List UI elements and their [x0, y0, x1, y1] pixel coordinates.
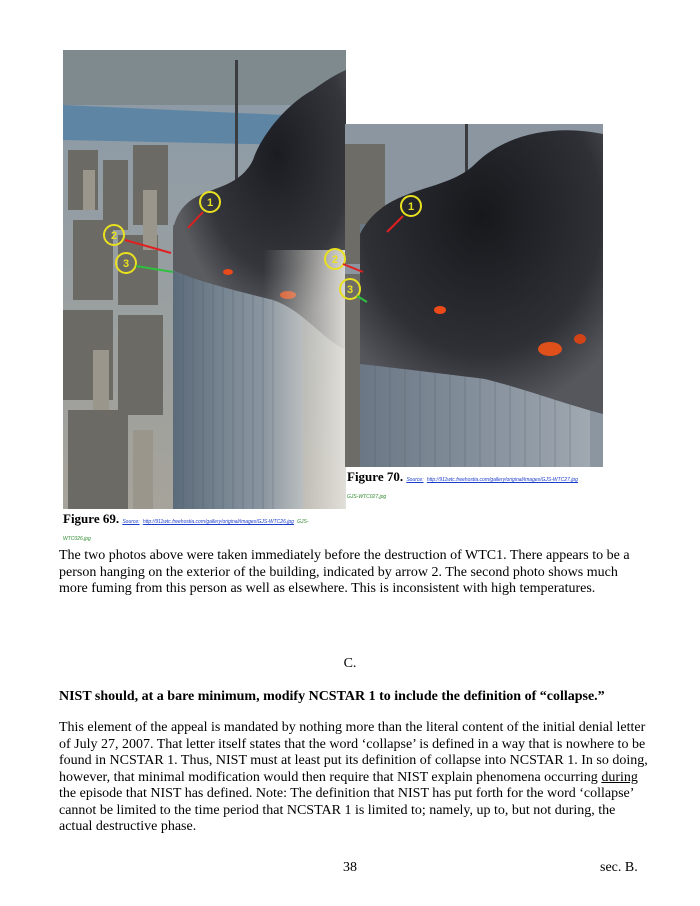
figure-70-caption [347, 470, 607, 504]
marker-3: 3 [122, 258, 130, 270]
marker-3: 3 [346, 284, 354, 296]
figure-70-label: Figure 70. [347, 469, 404, 484]
figure-69-source-label[interactable]: Source: [122, 519, 140, 525]
marker-1: 1 [407, 201, 415, 213]
section-reference: sec. B. [600, 860, 638, 875]
figure-69-source-link[interactable]: http://911wtc.freehostia.com/gallery/original/images/GJS-WTC26.jpg [142, 519, 294, 525]
paragraph-collapse-underlined: during [601, 769, 638, 785]
paragraph-collapse-part2: the episode that NIST has defined. Note: The definition that NIST has put forth for the word ‘collapse’ cannot be limited to the time period that NCSTAR 1 is limited to; namely, up to, but not during, the actual destructive phase. [59, 786, 634, 834]
figure-69-label: Figure 69. [63, 511, 120, 526]
marker-2: 2 [110, 230, 118, 242]
figure-70-source-file: GJS-WTC027.jpg [347, 494, 387, 500]
figure-69-caption [63, 512, 353, 546]
section-heading: NIST should, at a bare minimum, modify NCSTAR 1 to include the definition of “collapse.” [59, 689, 605, 704]
paragraph-photos: The two photos above were taken immediately before the destruction of WTC1. There appears to be a person hanging on the exterior of the building, indicated by arrow 2. The second photo shows much more fuming from this person as well as elsewhere. This is inconsistent with high temperatures. [59, 548, 630, 596]
marker-2: 2 [331, 254, 339, 266]
figure-69-photo [63, 50, 346, 509]
figure-69-source-extra: GJS- [297, 519, 309, 525]
paragraph-collapse-part1: This element of the appeal is mandated by nothing more than the literal content of the initial denial letter of July 27, 2007. That letter itself states that the word ‘collapse’ is defined in a way that is nowhere to be found in NCSTAR 1. Thus, NIST must at least put its definition of collapse into NCSTAR 1. In so doing, however, that minimal modification would then require that NIST explain phenomena occurring [59, 720, 648, 785]
figure-70-source-link[interactable]: http://911wtc.freehostia.com/gallery/original/images/GJS-WTC27.jpg [426, 477, 578, 483]
figure-69-source-file: WTC026.jpg [63, 536, 91, 542]
section-letter: C. [343, 656, 357, 671]
paragraph-collapse [59, 720, 649, 836]
marker-1: 1 [206, 197, 214, 209]
figure-70-photo [331, 124, 603, 467]
page-number: 38 [343, 860, 357, 875]
figure-70-source-label[interactable]: Source: [406, 477, 424, 483]
